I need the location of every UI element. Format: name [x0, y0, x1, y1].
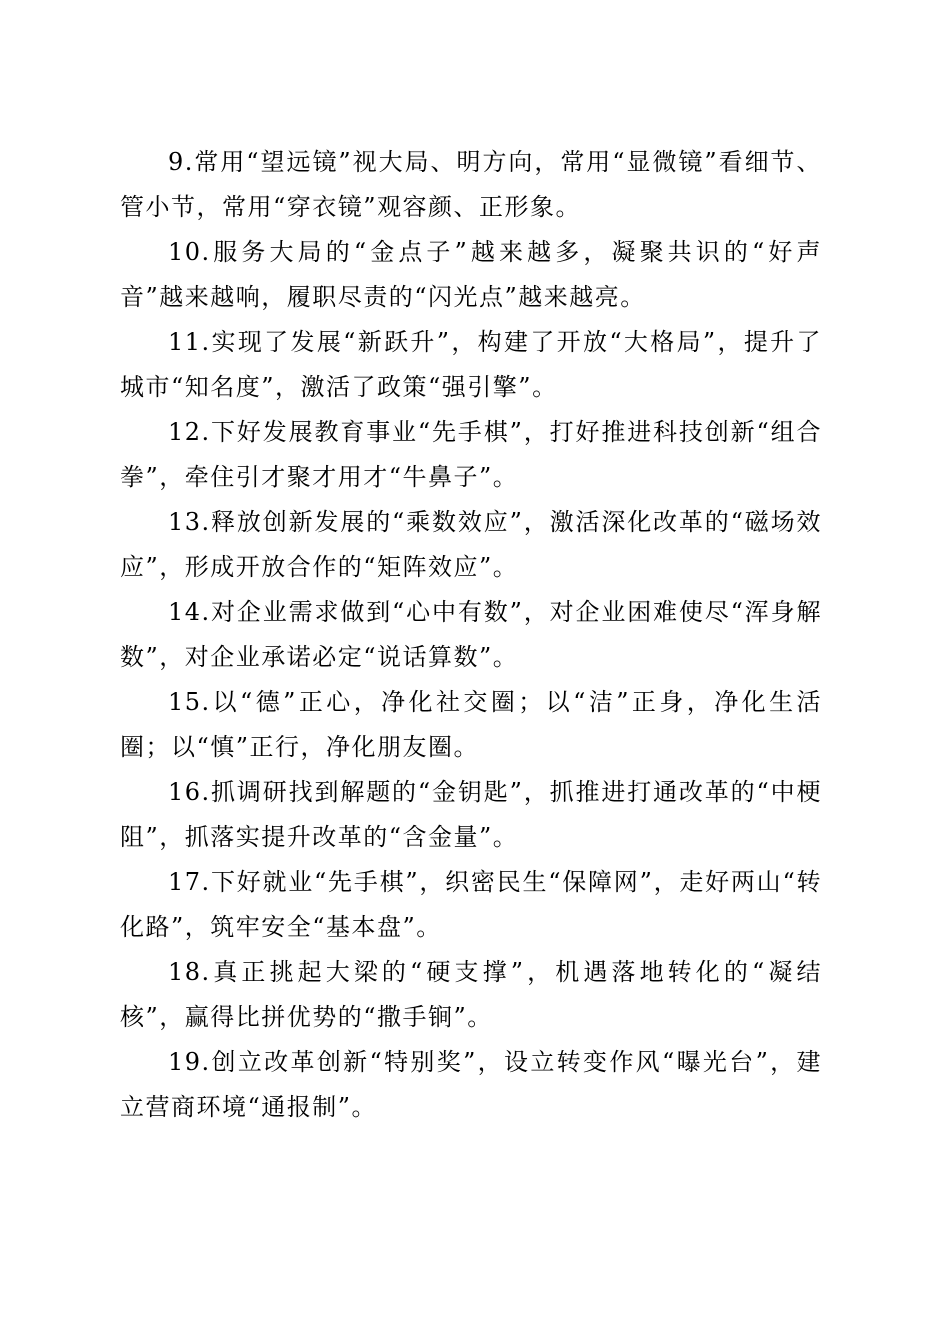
paragraph-number: 13. [168, 508, 211, 536]
paragraph-15 [120, 680, 822, 770]
paragraph-11 [120, 320, 822, 410]
paragraph-9 [120, 140, 822, 230]
paragraph-14 [120, 590, 822, 680]
paragraph-number: 18. [168, 958, 211, 986]
paragraph-19 [120, 1040, 822, 1130]
paragraph-text: 创立改革创新“特别奖”，设立转变作风“曝光台”，建立营商环境“通报制”。 [120, 1048, 822, 1121]
paragraph-number: 15. [168, 688, 211, 716]
paragraph-number: 16. [168, 778, 211, 806]
paragraph-text: 下好就业“先手棋”，织密民生“保障网”，走好两山“转化路”，筑牢安全“基本盘”。 [120, 868, 822, 941]
paragraph-number: 12. [168, 418, 211, 446]
paragraph-text: 服务大局的“金点子”越来越多，凝聚共识的“好声音”越来越响，履职尽责的“闪光点”越来越亮。 [120, 238, 822, 311]
paragraph-text: 真正挑起大梁的“硬支撑”，机遇落地转化的“凝结核”，赢得比拼优势的“撒手锏”。 [120, 958, 822, 1031]
paragraph-text: 释放创新发展的“乘数效应”，激活深化改革的“磁场效应”，形成开放合作的“矩阵效应”。 [120, 508, 822, 581]
paragraph-number: 11. [168, 328, 211, 356]
paragraph-text: 抓调研找到解题的“金钥匙”，抓推进打通改革的“中梗阻”，抓落实提升改革的“含金量”。 [120, 778, 822, 851]
paragraph-number: 9. [168, 148, 194, 176]
paragraph-number: 17. [168, 868, 211, 896]
paragraph-number: 14. [168, 598, 211, 626]
paragraph-text: 实现了发展“新跃升”，构建了开放“大格局”，提升了城市“知名度”，激活了政策“强引擎”。 [120, 328, 822, 401]
paragraph-13 [120, 500, 822, 590]
paragraph-18 [120, 950, 822, 1040]
paragraph-text: 以“德”正心，净化社交圈；以“洁”正身，净化生活圈；以“慎”正行，净化朋友圈。 [120, 688, 822, 761]
document-body [120, 140, 822, 1130]
paragraph-text: 常用“望远镜”视大局、明方向，常用“显微镜”看细节、管小节，常用“穿衣镜”观容颜、正形象。 [120, 148, 822, 221]
paragraph-12 [120, 410, 822, 500]
paragraph-16 [120, 770, 822, 860]
paragraph-text: 下好发展教育事业“先手棋”，打好推进科技创新“组合拳”，牵住引才聚才用才“牛鼻子”。 [120, 418, 822, 491]
paragraph-number: 19. [168, 1048, 211, 1076]
paragraph-10 [120, 230, 822, 320]
paragraph-17 [120, 860, 822, 950]
paragraph-number: 10. [168, 238, 211, 266]
paragraph-text: 对企业需求做到“心中有数”，对企业困难使尽“浑身解数”，对企业承诺必定“说话算数”。 [120, 598, 822, 671]
